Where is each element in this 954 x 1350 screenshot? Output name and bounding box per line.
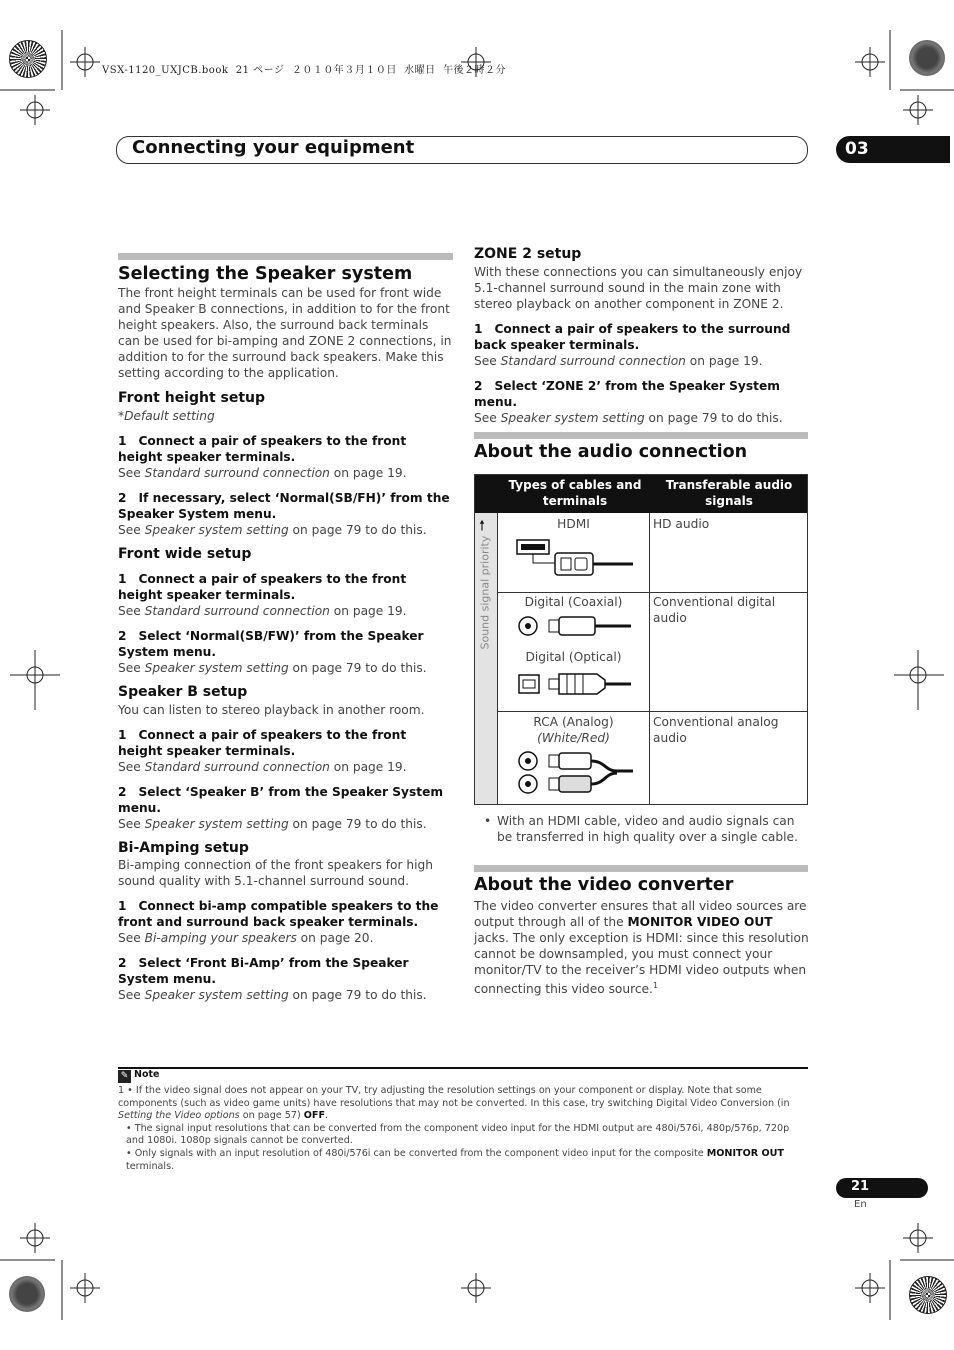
zone2-step-2: 2 Select ‘ZONE 2’ from the Speaker System menu. <box>474 379 780 409</box>
section-title: Connecting your equipment <box>132 137 415 158</box>
front-wide-step-1: 1 Connect a pair of speakers to the front height speaker terminals. <box>118 572 407 602</box>
front-height-step-2-see: See Speaker system setting on page 79 to do this. <box>118 523 427 537</box>
optical-cable-icon <box>517 671 635 699</box>
speaker-b-step-1: 1 Connect a pair of speakers to the front height speaker terminals. <box>118 728 407 758</box>
zone2-heading: ZONE 2 setup <box>474 246 582 262</box>
section-rule <box>118 253 453 260</box>
front-wide-step-2: 2 Select ‘Normal(SB/FW)’ from the Speaker System menu. <box>118 629 424 659</box>
speaker-system-heading: Selecting the Speaker system <box>118 264 413 284</box>
speaker-b-step-2: 2 Select ‘Speaker B’ from the Speaker System menu. <box>118 785 444 815</box>
note-icon: ✎ <box>118 1070 131 1083</box>
signal-digital-audio: Conventional digital audio <box>653 595 776 625</box>
zone2-section <box>474 246 809 426</box>
audio-section-rule <box>474 432 808 439</box>
default-note: *Default setting <box>118 409 215 423</box>
coaxial-cable-icon <box>517 615 635 639</box>
note-item-3: • Only signals with an input resolution of 480i/576i can be converted from the component video input for the composite MONITOR OUT terminals. <box>126 1147 784 1172</box>
front-height-step-1-see: See Standard surround connection on page 19. <box>118 466 407 480</box>
print-info: VSX-1120_UXJCB.book 21 ページ ２０１０年３月１０日 水曜日 午後２時２分 <box>102 65 507 76</box>
note-label: Note <box>134 1069 160 1080</box>
speaker-b-step-2-see: See Speaker system setting on page 79 to do this. <box>118 817 427 831</box>
bi-amping-intro: Bi-amping connection of the front speakers for high sound quality with 5.1-channel surround sound. <box>118 858 433 888</box>
header-signals: Transferable audio signals <box>665 478 793 508</box>
note-item-2: • The signal input resolutions that can be converted from the component video input for the HDMI output are 480i/576i, 480p/576p, 720p and 1080i. 1080p signals cannot be converted. <box>126 1122 790 1147</box>
chapter-tab: 03 <box>836 136 950 163</box>
speaker-b-intro: You can listen to stereo playback in another room. <box>118 703 425 717</box>
signal-analog-audio: Conventional analog audio <box>653 715 779 745</box>
speaker-system-intro: The front height terminals can be used for front wide and Speaker B connections, in addition to for the front height speakers. Also, the surround back terminals can be used for bi-amping and ZONE 2 connections, in addition to for the surround back speakers. Make this setting according to the application. <box>118 286 452 380</box>
header-cables: Types of cables and terminals <box>508 478 642 508</box>
audio-connection-table <box>474 474 808 805</box>
speaker-b-step-1-see: See Standard surround connection on page 19. <box>118 760 407 774</box>
note-item-1: 1 • If the video signal does not appear on your TV, try adjusting the resolution settings on your component or display. Note that some components (such as video game units) have resolutions that may not be converted. In this case, try switching Digital Video Conversion (in Setting the Video options on page 57) OFF. <box>118 1085 790 1122</box>
audio-connection-heading: About the audio connection <box>474 442 748 462</box>
cable-rca: RCA (Analog) <box>533 715 614 729</box>
zone2-intro: With these connections you can simultaneously enjoy 5.1-channel surround sound in the main zone with stereo playback on another component in ZONE 2. <box>474 265 803 311</box>
left-column <box>118 253 453 1003</box>
cable-hdmi: HDMI <box>557 517 590 531</box>
video-converter-body: The video converter ensures that all video sources are output through all of the MONITOR VIDEO OUT jacks. The only exception is HDMI: since this resolution cannot be downsampled, you must connect your monitor/TV to the receiver’s HDMI video outputs when connecting this video source.$^1$ <box>474 899 809 997</box>
signal-hd-audio: HD audio <box>653 517 710 531</box>
video-section-rule <box>474 865 808 872</box>
video-converter-heading: About the video converter <box>474 875 734 895</box>
page-language: En <box>854 1199 867 1210</box>
bi-amping-step-1: 1 Connect bi-amp compatible speakers to the front and surround back speaker terminals. <box>118 899 439 929</box>
zone2-step-1: 1 Connect a pair of speakers to the surround back speaker terminals. <box>474 322 791 352</box>
cable-rca-note: (White/Red) <box>537 731 610 745</box>
bi-amping-step-2-see: See Speaker system setting on page 79 to do this. <box>118 988 427 1002</box>
bi-amping-step-2: 2 Select ‘Front Bi-Amp’ from the Speaker System menu. <box>118 956 409 986</box>
page-number: 21 <box>851 1179 870 1194</box>
front-height-heading: Front height setup <box>118 390 266 406</box>
footnote-ref: 1 <box>652 981 659 990</box>
note-text <box>118 1085 808 1173</box>
front-height-step-2: 2 If necessary, select ‘Normal(SB/FH)’ from the Speaker System menu. <box>118 491 450 521</box>
cable-digital-optical: Digital (Optical) <box>525 650 622 664</box>
page-number-tab <box>836 1178 928 1198</box>
zone2-step-2-see: See Speaker system setting on page 79 to do this. <box>474 411 783 425</box>
row-divider-1 <box>497 592 807 593</box>
front-wide-heading: Front wide setup <box>118 546 252 562</box>
speaker-b-heading: Speaker B setup <box>118 684 248 700</box>
front-height-step-1: 1 Connect a pair of speakers to the front height speaker terminals. <box>118 434 407 464</box>
zone2-step-1-see: See Standard surround connection on page 19. <box>474 354 763 368</box>
col-divider-2 <box>649 513 650 804</box>
hdmi-cable-icon <box>515 537 635 581</box>
bi-amping-heading: Bi-Amping setup <box>118 840 249 856</box>
bullet-icon: • <box>484 814 492 828</box>
row-divider-2 <box>497 711 807 712</box>
bi-amping-step-1-see: See Bi-amping your speakers on page 20. <box>118 931 374 945</box>
priority-arrow-icon: 🠕 <box>479 518 486 534</box>
note-rule <box>118 1067 808 1069</box>
front-wide-step-1-see: See Standard surround connection on page 19. <box>118 604 407 618</box>
rca-cable-icon <box>517 751 637 795</box>
audio-bullet: • With an HDMI cable, video and audio signals can be transferred in high quality over a single cable. <box>484 814 798 844</box>
front-wide-step-2-see: See Speaker system setting on page 79 to do this. <box>118 661 427 675</box>
cable-digital-coaxial: Digital (Coaxial) <box>524 595 623 609</box>
priority-label: Sound signal priority <box>478 535 492 650</box>
